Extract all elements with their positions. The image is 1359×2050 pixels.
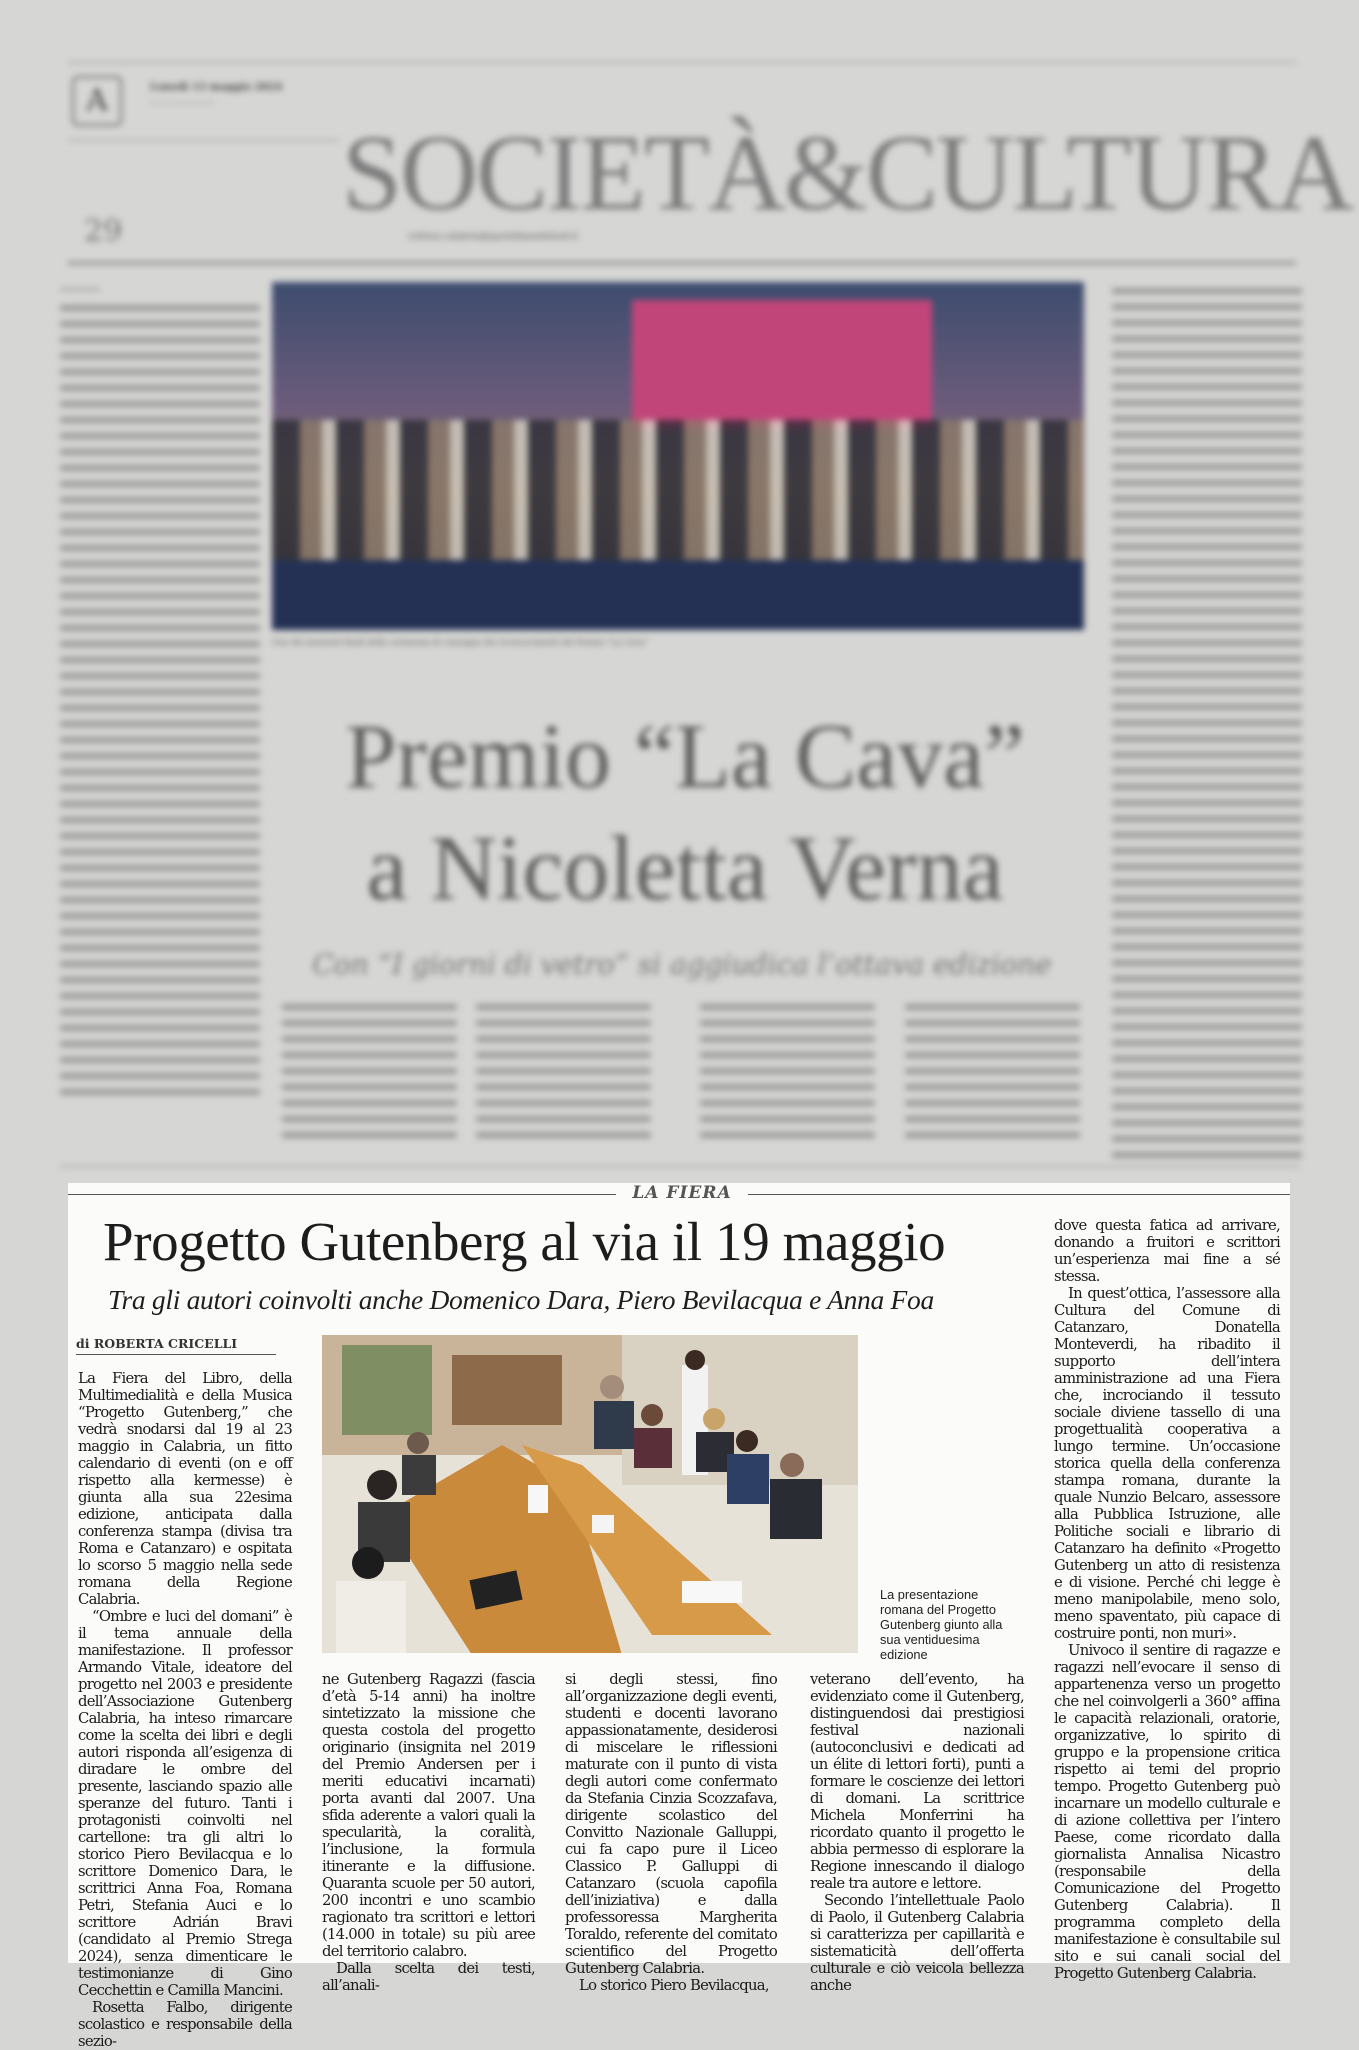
article-headline: Progetto Gutenberg al via il 19 maggio xyxy=(103,1211,946,1272)
paragraph: Lo storico Piero Bevilacqua, xyxy=(579,1977,769,1994)
top-headline-line2: a Nicoletta Verna xyxy=(366,817,1004,919)
photo-caption: La presentazione romana del Progetto Gutenberg giunto alla sua ventiduesima edizione xyxy=(880,1587,1003,1662)
paragraph: La Fiera del Libro, della Multimedialità e della Musica “Progetto Gutenberg,” che vedrà snodarsi dal 19 al 23 maggio in Calabria, un fitto calendario di eventi (on e off rispetto alla kermesse) è giunta alla sua 22esima edizione, anticipata dalla conferenza stampa (divisa tra Roma e Catanzaro) e ospitata lo scorso 5 maggio nella sede romana della Regione Calabria. xyxy=(78,1370,292,1608)
article-column-4 xyxy=(810,1671,1024,1994)
paragraph: In quest’ottica, l’assessore alla Cultura del Comune di Catanzaro, Donatella Monteverdi, ha ribadito il supporto dell’intera amministrazione ad una Fiera che, incrociando il tessuto sociale diviene tassello di una progettualità cooperativa a lungo termine. Un’occasione storica quella della conferenza stampa romana, durante la quale Nunzio Belcaro, assessore alla Pubblica Istruzione, alle Politiche sociali e librario di Catanzaro ha definito «Progetto Gutenberg un atto di resistenza e di visione. Perché chi legge è meno manipolabile, meno solo, meno spaventato, più capace di costruire ponti, non muri». xyxy=(1054,1285,1280,1642)
top-headline-line1: Premio “La Cava” xyxy=(345,705,1025,807)
top-story-subheadline: Con “I giorni di vetro” si aggiudica l’ottava edizione xyxy=(312,948,1052,981)
bottom-rule xyxy=(60,1166,1300,1167)
article-column-1 xyxy=(78,1370,292,2050)
ceremony-photo xyxy=(272,282,1084,630)
gutenberg-article xyxy=(68,1183,1290,2050)
page-number: 29 xyxy=(84,214,123,249)
paragraph: Rosetta Falbo, dirigente scolastico e responsabile della sezio- xyxy=(78,1999,292,2050)
newspaper-logo: A xyxy=(72,76,122,126)
masthead-subline: ———————— xyxy=(150,98,214,107)
paragraph: Univoco il sentire di ragazze e ragazzi nell’evocare il senso di appartenenza verso un progetto che nel coinvolgerli a 360° affina le capacità relazionali, oratorie, organizzative, lo spirito di gruppo e la propensione critica rispetto ai temi del proprio tempo. Progetto Gutenberg può incarnare un modello culturale e di azione collettiva per l’intero Paese, come ricordato dalla giornalista Annalisa Nicastro (responsabile della Comunicazione del Progetto Gutenberg Calabria). Il programma completo della manifestazione è consultabile sul sito e sui canali social del Progetto Gutenberg Calabria. xyxy=(1054,1642,1280,1982)
top-story-byline: ————— xyxy=(60,284,100,294)
paragraph: Dalla scelta dei testi, all’anali- xyxy=(322,1960,535,1994)
paragraph: Secondo l’intellettuale Paolo di Paolo, il Gutenberg Calabria si caratterizza per capillarità e sistematicità dell’offerta culturale e ciò veicola bellezza anche xyxy=(810,1892,1024,1994)
top-story-col-b xyxy=(476,1004,651,1148)
top-rule xyxy=(68,62,1296,63)
paragraph: “Ombre e luci del domani” è il tema annuale della manifestazione. Il professor Armando Vitale, ideatore del progetto nel 2003 e presidente dell’Associazione Gutenberg Calabria, ha inteso rimarcare come la scelta dei libri e degli autori risponda all’esigenza di diradare le ombre del presente, lasciando spazio alle speranze del futuro. Tanti i protagonisti coinvolti nel cartellone: tra gli altri lo storico Piero Bevilacqua e lo scrittore Domenico Dara, le scrittrici Anna Foa, Romana Petri, Stefania Auci e lo scrittore Adrián Bravi (candidato al Premio Strega 2024), senza dimenticare le testimonianze di Gino Cecchettin e Camilla Mancini. xyxy=(78,1608,292,1999)
article-byline: di ROBERTA CRICELLI xyxy=(76,1336,276,1355)
ceremony-photo-caption: Uno dei momenti finali della cerimonia di consegna dei riconoscimenti del Premio "La Cava" xyxy=(272,638,648,647)
article-kicker: LA FIERA xyxy=(632,1183,732,1203)
masthead-rule xyxy=(68,140,338,141)
article-column-3 xyxy=(565,1671,777,1994)
kicker-rule-right xyxy=(748,1194,1290,1195)
article-column-5 xyxy=(1054,1217,1280,1982)
section-title: SOCIETÀ&CULTURA xyxy=(342,114,1353,233)
kicker-rule-left xyxy=(68,1194,616,1195)
section-email: cultura.calabria@quotidianodelsud.it xyxy=(408,232,578,242)
top-story-col-c xyxy=(700,1004,875,1148)
section-rule xyxy=(68,262,1296,264)
article-column-2 xyxy=(322,1671,535,1994)
press-conference-illustration xyxy=(322,1335,858,1653)
press-conference-photo xyxy=(322,1335,858,1653)
masthead-date: Lunedì 13 maggio 2024 xyxy=(150,82,283,93)
top-story-col-a xyxy=(282,1004,457,1148)
article-subheadline: Tra gli autori coinvolti anche Domenico Dara, Piero Bevilacqua e Anna Foa xyxy=(108,1284,934,1315)
top-story-left-column xyxy=(60,305,260,1105)
top-story-headline xyxy=(290,700,1080,924)
top-story-col-d xyxy=(905,1004,1080,1148)
paragraph: ne Gutenberg Ragazzi (fascia d’età 5-14 anni) ha inoltre sintetizzato la missione che questa costola del progetto originario (insignita nel 2019 del Premio Andersen per i meriti educativi incarnati) porta avanti dal 2007. Una sfida aderente a valori quali la specularità, la coralità, l’inclusione, la formula itinerante e la diffusione. Quaranta scuole per 50 autori, 200 incontri e uno scambio ragionato tra scrittori e lettori (14.000 in totale) su più aree del territorio calabro. xyxy=(322,1671,535,1960)
paragraph: veterano dell’evento, ha evidenziato come il Gutenberg, distinguendosi dai prestigiosi festival nazionali (autoconclusivi e dedicati ad un élite di lettori forti), punti a formare le coscienze dei lettori di domani. La scrittrice Michela Monferrini ha ricordato quanto il progetto le abbia permesso di esplorare la Regione innescando il dialogo reale tra autore e lettore. xyxy=(810,1671,1024,1892)
top-story-right-column xyxy=(1112,288,1302,1168)
paragraph: dove questa fatica ad arrivare, donando a fruitori e scrittori un’esperienza mai fine a sé stessa. xyxy=(1054,1217,1280,1285)
paragraph: si degli stessi, fino all’organizzazione degli eventi, studenti e docenti lavorano appassionatamente, desiderosi di miscelare le riflessioni maturate con il punto di vista degli autori come confermato da Stefania Cinzia Scozzafava, dirigente scolastico del Convitto Nazionale Galluppi, cui fa capo pure il Liceo Classico P. Galluppi di Catanzaro (scuola capofila dell’iniziativa) e dalla professoressa Margherita Toraldo, referente del comitato scientifico del Progetto Gutenberg Calabria. xyxy=(565,1671,777,1977)
